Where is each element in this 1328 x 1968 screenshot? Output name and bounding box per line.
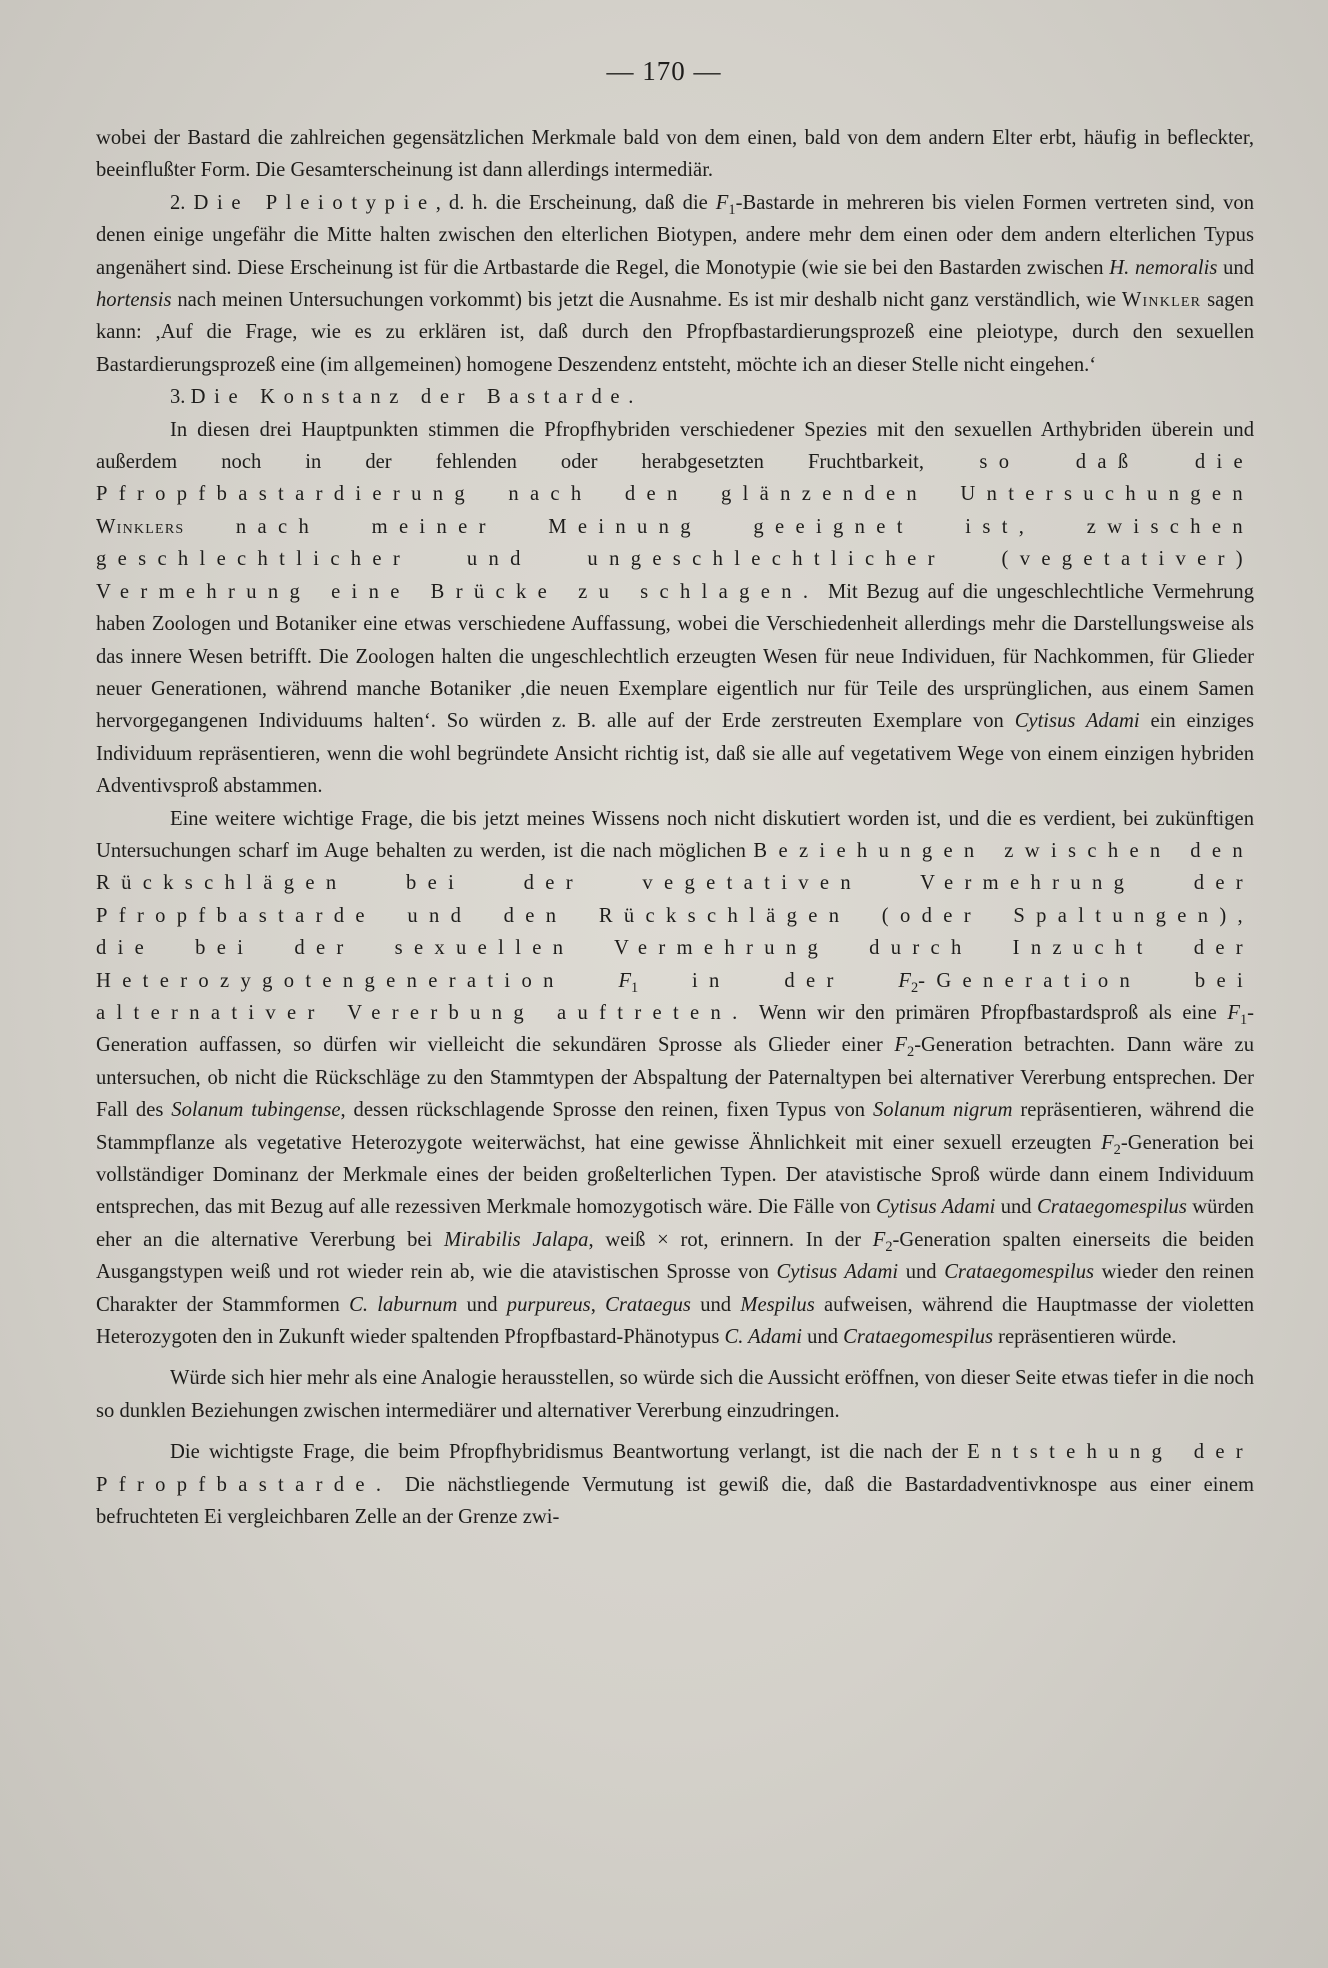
species-name: C. Adami xyxy=(724,1326,802,1349)
text-run: -Generation betrachten. Dann wäre zu untersuchen, ob nicht die Rückschläge zu den Stammtypen der Abspaltung der Paternaltypen bei alternativer Vererbung entsprechen. Der Fall des xyxy=(96,1034,1254,1122)
species-name: hortensis xyxy=(96,289,172,312)
text-run: , dessen rückschlagende Sprosse den reinen, fixen Typus von xyxy=(340,1099,873,1122)
text-run: und xyxy=(801,1326,844,1349)
formula-symbol: F xyxy=(894,1034,907,1057)
text-run: und xyxy=(898,1261,945,1284)
paragraph-text: Würde sich hier mehr als eine Analogie herausstellen, so würde sich die Aussicht eröffnen, von dieser Seite etwas tiefer in die noch so dunklen Beziehungen zwischen intermediärer und alternativer Vererbung einzudringen. xyxy=(96,1367,1254,1422)
species-name: Crataegomespilus xyxy=(1036,1196,1187,1219)
text-run: Die nächstliegende Vermutung ist gewiß die, daß die Bastardadventivknospe aus einer einem befruchteten Ei vergleichbaren Zelle an der Grenze zwi- xyxy=(96,1473,1254,1529)
paragraph-entstehung xyxy=(96,1436,1254,1533)
author-name: Winklers xyxy=(96,515,185,538)
formula-symbol: F xyxy=(872,1228,886,1251)
formula-symbol: F xyxy=(898,969,911,992)
text-run: -Generation spalten einerseits die beiden Ausgangstypen weiß und rot wieder rein ab, wie die atavistischen Sprosse von xyxy=(96,1228,1254,1284)
species-name: Crataegomespilus xyxy=(843,1326,994,1349)
author-name: Winkler xyxy=(1121,289,1202,312)
emphasized-text: nach meiner Meinung geeignet ist, zwischen geschlechtlicher und ungeschlechtlicher (vegetativer) Vermehrung eine Brücke zu schlagen. xyxy=(96,515,1254,603)
text-run: und xyxy=(690,1293,741,1316)
formula-subscript: 1 xyxy=(631,979,639,996)
formula-subscript: 1 xyxy=(1239,1012,1248,1029)
text-run: repräsentieren, während die Stammpflanze als vegetative Heterozygote weiterwächst, hat eine gewisse Ähnlichkeit mit einer sexuell erzeugten xyxy=(96,1099,1255,1154)
formula-subscript: 2 xyxy=(907,1044,915,1061)
paragraph-text: wobei der Bastard die zahlreichen gegensätzlichen Merkmale bald von dem einen, bald von dem andern Elter erbt, häufig in befleckter, beeinflußter Form. Die Gesamterscheinung ist dann allerdings intermediär. xyxy=(96,127,1254,182)
paragraph-pleiotypie xyxy=(96,187,1254,381)
text-run: -Generation auffassen, so dürfen wir vielleicht die sekundären Sprosse als Glieder einer xyxy=(96,1001,1254,1057)
emphasized-text: -Generation bei alternativer Vererbung auftreten. xyxy=(96,969,1254,1024)
species-name: Mespilus xyxy=(740,1293,815,1316)
section-number: 3. xyxy=(170,386,186,409)
text-run: wieder den reinen Charakter der Stammformen xyxy=(96,1261,1255,1316)
species-name: Crataegomespilus xyxy=(944,1261,1095,1284)
text-run: , weiß × rot, erinnern. In der xyxy=(588,1228,873,1251)
formula-symbol: F xyxy=(618,969,632,992)
text-run: -Bastarde in mehreren bis vielen Formen vertreten sind, von denen einige ungefähr die Mitte halten zwischen den elterlichen Biotypen, andere mehr dem einen oder dem andern elterlichen Typus angenähert sind. Diese Erscheinung ist für die Artbastarde die Regel, die Monotypie (wie sie bei den Bastarden zwischen xyxy=(96,191,1255,279)
text-run: aufweisen, während die Hauptmasse der violetten Heterozygoten den in Zukunft wieder spaltenden Pfropfbastard-Phänotypus xyxy=(96,1293,1255,1349)
text-run: Wenn wir den primären Pfropfbastardsproß als eine xyxy=(748,1001,1228,1024)
species-name: H. nemoralis xyxy=(1109,256,1218,279)
paragraph-rueckschlaege xyxy=(96,803,1254,1354)
text-run: Die wichtigste Frage, die beim Pfropfhybridismus Beantwortung verlangt, ist die nach der xyxy=(170,1441,968,1464)
text-run: und xyxy=(457,1293,507,1316)
paragraph-konstanz xyxy=(96,381,1254,413)
section-heading-konstanz: Die Konstanz der Bastarde. xyxy=(190,386,643,409)
species-name: Cytisus Adami xyxy=(776,1261,899,1284)
formula-subscript: 2 xyxy=(910,979,919,996)
section-number: 2. xyxy=(170,191,186,214)
text-run: ein einziges Individuum repräsentieren, wenn die wohl begründete Ansicht richtig ist, daß sie alle auf vegetativem Wege von einem einzigen hybriden Adventivsproß abstammen. xyxy=(96,710,1254,798)
paragraph-analogie xyxy=(96,1362,1254,1427)
formula-subscript: 2 xyxy=(885,1238,893,1255)
emphasized-text: Entstehung der Pfropfbastarde. xyxy=(96,1441,1254,1496)
text-run: -Generation bei vollständiger Dominanz der Merkmale eines der beiden großelterlichen Typen. Der atavistische Sproß würde dann einem Individuum entsprechen, das mit Bezug auf alle rezessiven Merkmale homozygotisch wäre. Die Fälle von xyxy=(96,1131,1254,1219)
section-heading-pleiotypie: Die Pleiotypie xyxy=(193,191,436,214)
species-name: Solanum nigrum xyxy=(873,1099,1013,1122)
formula-subscript: 2 xyxy=(1113,1141,1121,1158)
body-text xyxy=(96,122,1254,1533)
text-run: Mit Bezug auf die ungeschlechtliche Vermehrung haben Zoologen und Botaniker eine etwas verschiedene Auffassung, wobei die Verschiedenheit allerdings mehr die Darstellungsweise als das innere Wesen betrifft. Die Zoologen halten die ungeschlechtlich erzeugten Wesen für neue Individuen, für Nachkommen, für Glieder neuer Generationen, während manche Botaniker ,die neuen Exemplare eigentlich nur für Teile des ursprünglichen, aus einem Samen hervorgegangenen Individuums halten‘. So würden z. B. alle auf der Erde zerstreuten Exemplare von xyxy=(96,580,1254,733)
text-run: würden eher an die alternative Vererbung bei xyxy=(96,1196,1254,1251)
species-name: C. laburnum xyxy=(349,1293,458,1316)
formula-subscript: 1 xyxy=(728,201,736,218)
text-run: , d. h. die Erscheinung, daß die xyxy=(435,191,716,214)
text-run: repräsentieren würde. xyxy=(993,1326,1177,1349)
paragraph-intermediate xyxy=(96,122,1254,187)
text-run: In diesen drei Hauptpunkten stimmen die Pfropfhybriden verschiedener Spezies mit den sexuellen Arthybriden überein und außerdem noch in der fehlenden oder herabgesetzten Fruchtbarkeit, xyxy=(96,418,1254,474)
text-run: und xyxy=(995,1196,1037,1219)
paragraph-hauptpunkte xyxy=(96,414,1254,803)
species-name: Cytisus Adami xyxy=(1014,710,1140,733)
species-name: Cytisus Adami xyxy=(875,1196,996,1219)
page-number: — 170 — xyxy=(606,56,722,86)
text-run: , xyxy=(590,1293,606,1316)
emphasized-text: so daß die Pfropfbastardierung nach den glänzenden Untersuchungen xyxy=(96,451,1255,506)
emphasized-text: in der xyxy=(638,969,899,992)
species-name: Crataegus xyxy=(605,1293,691,1316)
text-run: und xyxy=(1217,256,1254,279)
text-run: nach meinen Untersuchungen vorkommt) bis jetzt die Ausnahme. Es ist mir deshalb nicht ganz verständlich, wie xyxy=(171,289,1122,312)
emphasized-text: Beziehungen zwischen den Rückschlägen bei der vegetativen Vermehrung der Pfropfbastarde und den Rückschlägen (oder Spaltungen), die bei der sexuellen Vermehrung durch Inzucht der Heterozygotengeneration xyxy=(96,839,1255,992)
text-run: sagen kann: ,Auf die Frage, wie es zu erklären ist, daß durch den Pfropfbastardierungsprozeß eine pleiotype, durch den sexuellen Bastardierungsprozeß eine (im allgemeinen) homogene Deszendenz entsteht, möchte ich an dieser Stelle nicht eingehen.‘ xyxy=(96,289,1254,376)
species-name: purpureus xyxy=(506,1293,591,1316)
species-name: Solanum tubingense xyxy=(171,1099,341,1122)
text-run: Eine weitere wichtige Frage, die bis jetzt meines Wissens noch nicht diskutiert worden ist, und die es verdient, bei zukünftigen Untersuchungen scharf im Auge behalten zu werden, ist die nach möglichen xyxy=(96,807,1254,862)
formula-symbol: F xyxy=(1101,1131,1114,1154)
species-name: Mirabilis Jalapa xyxy=(443,1228,589,1251)
formula-symbol: F xyxy=(1227,1001,1240,1024)
formula-symbol: F xyxy=(715,191,729,214)
